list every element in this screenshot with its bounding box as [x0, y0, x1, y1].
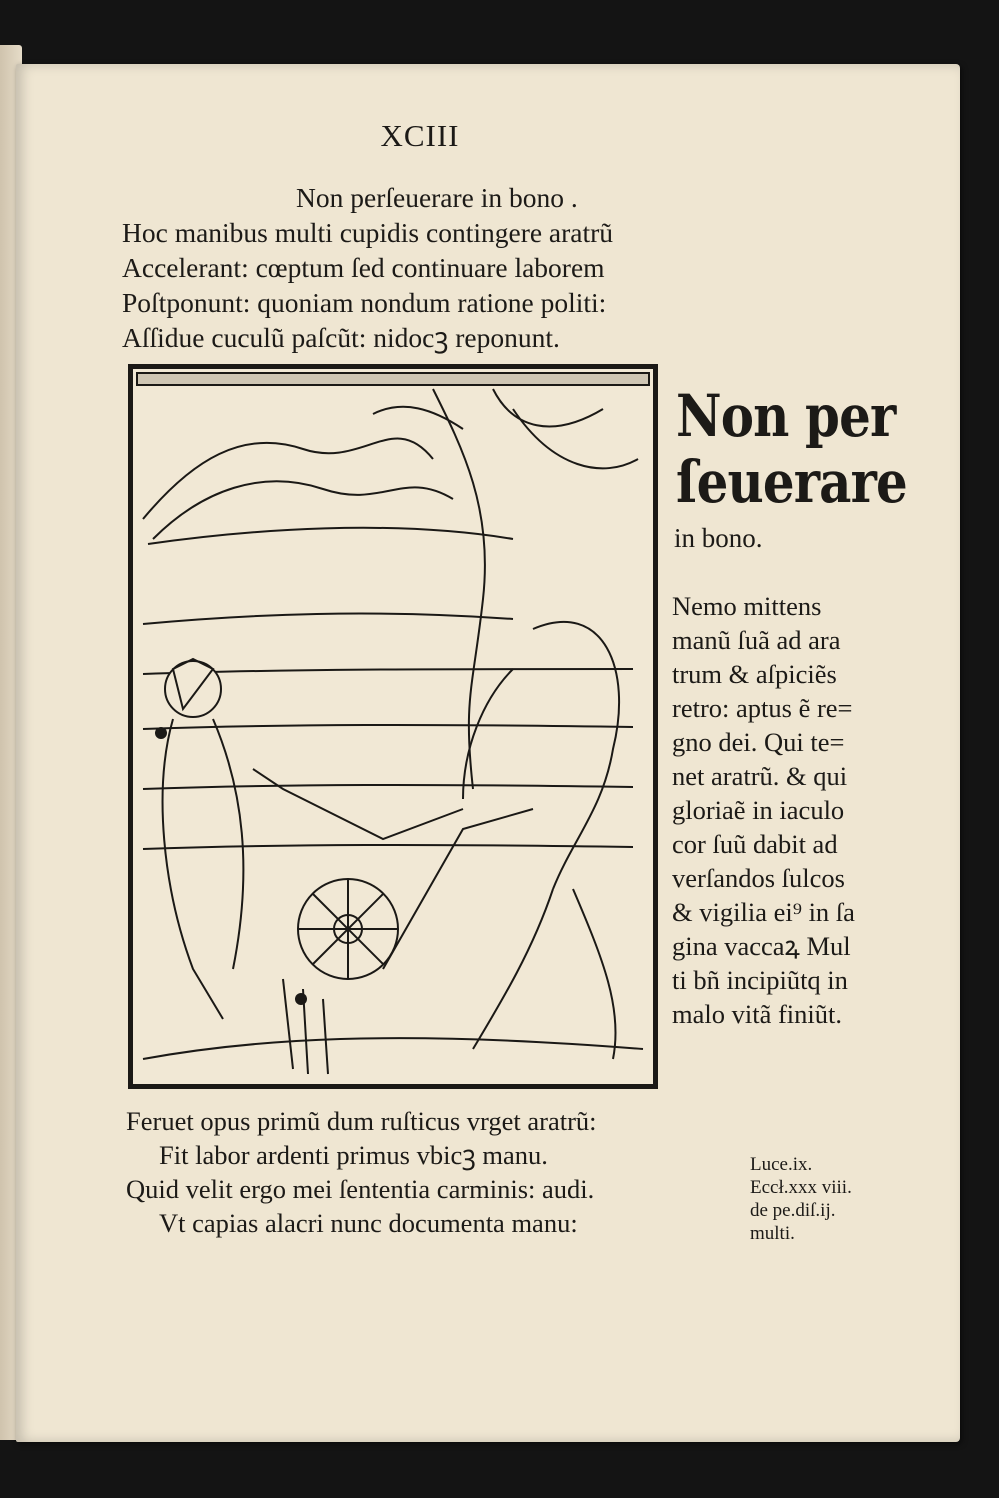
- gothic-title-line: Non per: [676, 382, 896, 450]
- verse-heading: Non perſeuerare in bono .: [296, 182, 578, 213]
- book-page: [16, 64, 960, 1442]
- top-verse-line: Aſſidue cuculũ paſcũt: nidocꝫ reponunt.: [122, 322, 560, 353]
- top-verse-line: Accelerant: cœptum ſed continuare laborem: [122, 252, 605, 283]
- gloss-line: gloriaẽ in iaculo: [672, 795, 845, 825]
- gothic-title-line: ſeuerare: [676, 448, 907, 516]
- top-verse-line: Hoc manibus multi cupidis contingere aratrũ: [122, 217, 614, 248]
- bottom-verse-line: Fit labor ardenti primus vbicꝫ manu.: [159, 1140, 548, 1170]
- gloss-line: & vigilia ei⁹ in ſa: [672, 897, 855, 927]
- woodcut-illustration-icon: [128, 364, 658, 1089]
- gloss-line: retro: aptus ẽ re=: [672, 693, 853, 723]
- gloss-line: manũ ſuã ad ara: [672, 625, 841, 655]
- gloss-line: net aratrũ. & qui: [672, 761, 848, 791]
- gloss-line: malo vitã finiũt.: [672, 999, 843, 1029]
- marginal-reference: multi.: [750, 1223, 795, 1244]
- bottom-verse-line: Quid velit ergo mei ſententia carminis: audi.: [126, 1174, 595, 1204]
- marginal-reference: Luce.ix.: [750, 1154, 813, 1175]
- title-subline: in bono.: [674, 523, 763, 553]
- gloss-line: Nemo mittens: [672, 591, 822, 621]
- bottom-verse-line: Feruet opus primũ dum ruſticus vrget aratrũ:: [126, 1106, 597, 1136]
- top-verse-line: Poſtponunt: quoniam nondum ratione politi:: [122, 287, 607, 318]
- folio-number: XCIII: [380, 118, 460, 153]
- marginal-reference: de pe.diſ.ij.: [750, 1200, 836, 1221]
- gloss-line: verſandos ſulcos: [672, 863, 845, 893]
- gloss-line: trum & aſpiciẽs: [672, 659, 837, 689]
- gloss-line: ti bñ incipiũtq in: [672, 965, 848, 995]
- gloss-line: gno dei. Qui te=: [672, 727, 845, 757]
- marginal-reference: Eccł.xxx viii.: [750, 1177, 852, 1198]
- gloss-line: cor ſuũ dabit ad: [672, 829, 838, 859]
- bottom-verse-line: Vt capias alacri nunc documenta manu:: [159, 1208, 578, 1238]
- gloss-line: gina vaccaꝝ Mul: [672, 931, 851, 961]
